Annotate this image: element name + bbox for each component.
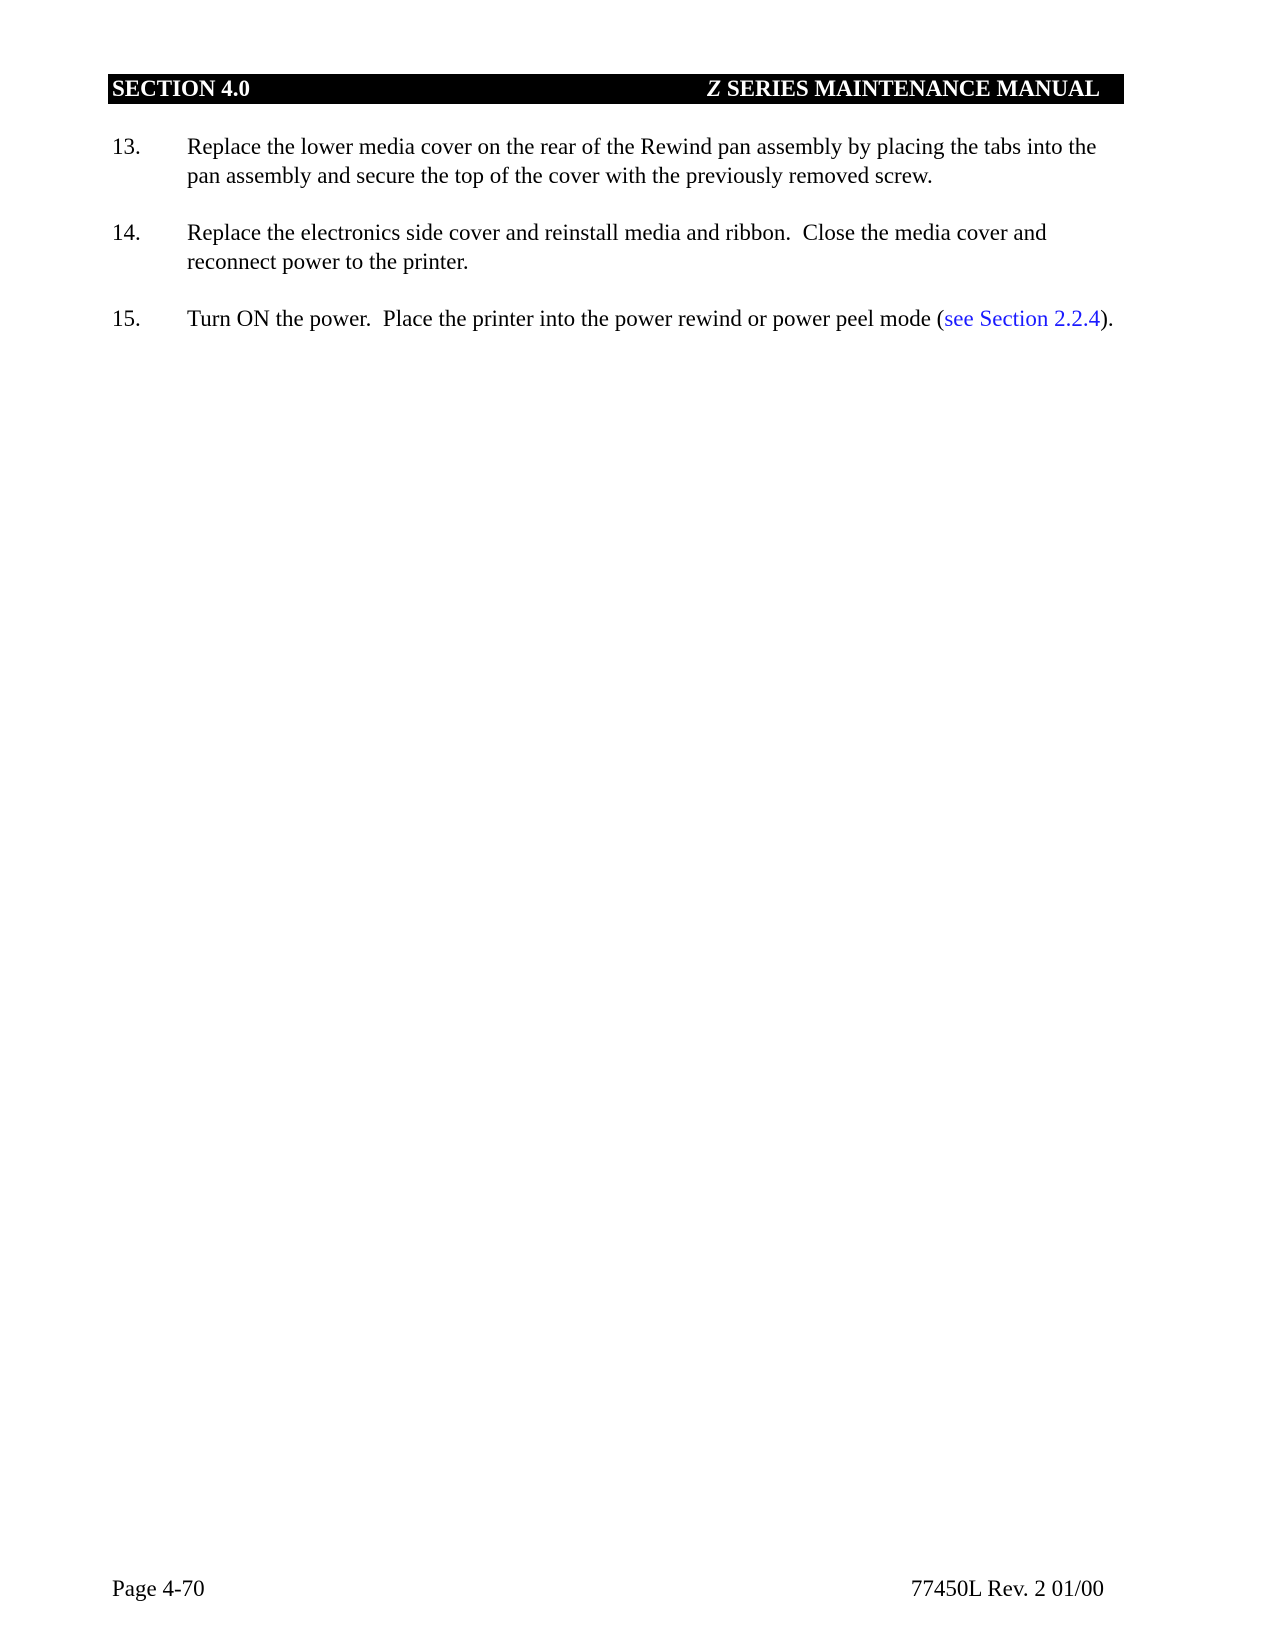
step-number: 13.: [112, 134, 141, 159]
document-revision: 77450L Rev. 2 01/00: [910, 1576, 1104, 1601]
section-reference-link[interactable]: see Section 2.2.4: [944, 306, 1101, 331]
manual-title-italic: Z: [707, 76, 722, 101]
manual-title: [707, 74, 1100, 104]
step-number: 15.: [112, 306, 141, 331]
step-text: [187, 304, 1132, 333]
step-14: [112, 218, 1132, 276]
step-text: Replace the electronics side cover and reinstall media and ribbon. Close the media cover and reconnect power to the printer.: [187, 220, 1053, 274]
section-label: SECTION 4.0: [112, 76, 251, 101]
procedure-steps: [112, 132, 1132, 361]
manual-title-rest: SERIES MAINTENANCE MANUAL: [721, 76, 1100, 101]
section-header-bar: [108, 74, 1124, 104]
step-text-after: ).: [1100, 306, 1114, 331]
page-number: Page 4-70: [112, 1576, 205, 1601]
step-text-before: Turn ON the power. Place the printer into the power rewind or power peel mode (: [187, 306, 945, 331]
step-number: 14.: [112, 220, 141, 245]
step-text: Replace the lower media cover on the rear of the Rewind pan assembly by placing the tabs into the pan assembly and secure the top of the cover with the previously removed screw.: [187, 134, 1103, 188]
step-13: [112, 132, 1132, 190]
step-15: [112, 304, 1132, 333]
